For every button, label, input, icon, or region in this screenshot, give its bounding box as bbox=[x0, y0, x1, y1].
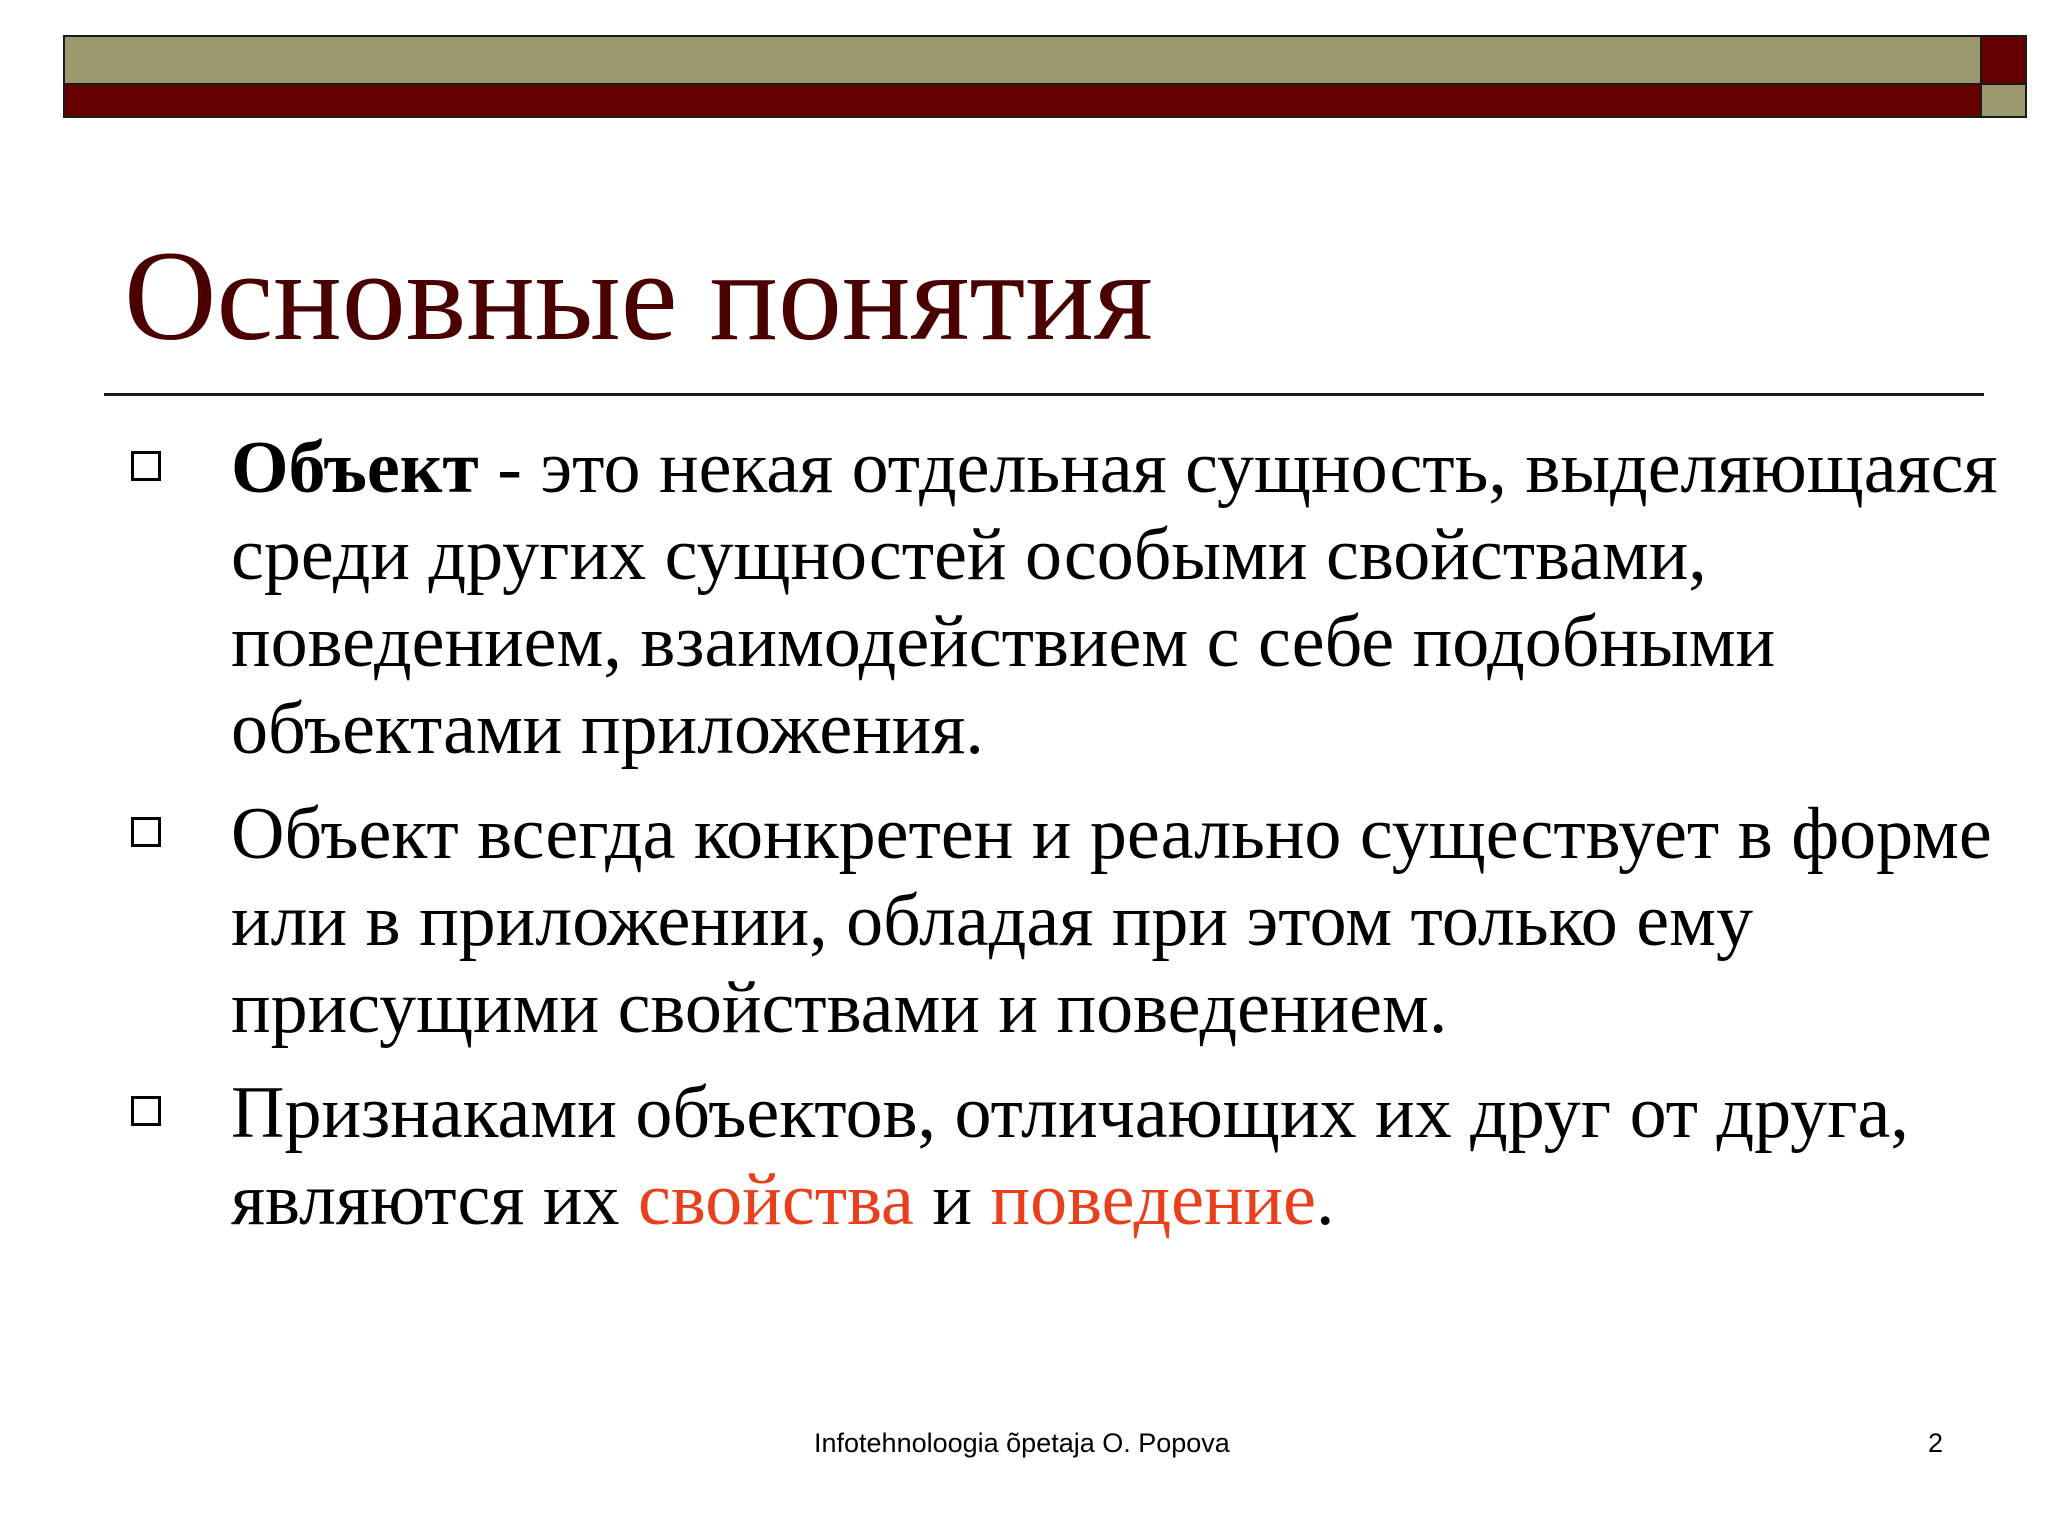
footer-author: Infotehnoloogia õpetaja O. Popova bbox=[814, 1428, 1230, 1458]
bullet-text-after: . bbox=[1316, 1159, 1335, 1241]
title-divider bbox=[104, 393, 1984, 396]
bullet-item-object-definition bbox=[125, 425, 2005, 773]
bullet-term: Объект bbox=[231, 427, 479, 509]
bullet-item-object-features bbox=[125, 1070, 2005, 1244]
bullet-text-middle: и bbox=[913, 1159, 991, 1241]
bullet-text: Объект всегда конкретен и реально существует в форме или в приложении, обладая при этом только ему присущими свойствами и поведением. bbox=[231, 793, 1992, 1049]
header-corner-olive bbox=[1980, 85, 2027, 118]
header-corner-red bbox=[1980, 35, 2027, 85]
header-band-olive bbox=[63, 35, 1982, 85]
header-band-red bbox=[63, 85, 1982, 118]
highlight-properties: свойства bbox=[638, 1159, 914, 1241]
square-bullet-icon bbox=[131, 451, 161, 481]
bullet-text: - это некая отдельная сущность, выделяющаяся среди других сущностей особыми свойствами, поведением, взаимодействием с себе подобными объектами приложения. bbox=[231, 427, 1998, 770]
square-bullet-icon bbox=[131, 1096, 161, 1126]
square-bullet-icon bbox=[131, 817, 161, 847]
bullet-text-before: Признаками объектов, отличающих их друг от друга, являются их bbox=[231, 1072, 1909, 1241]
slide-title: Основные понятия bbox=[124, 225, 1153, 367]
bullet-item-object-concrete bbox=[125, 791, 2005, 1052]
page-number: 2 bbox=[1928, 1428, 1944, 1458]
bullet-list bbox=[125, 425, 2005, 1262]
highlight-behavior: поведение bbox=[990, 1159, 1317, 1241]
